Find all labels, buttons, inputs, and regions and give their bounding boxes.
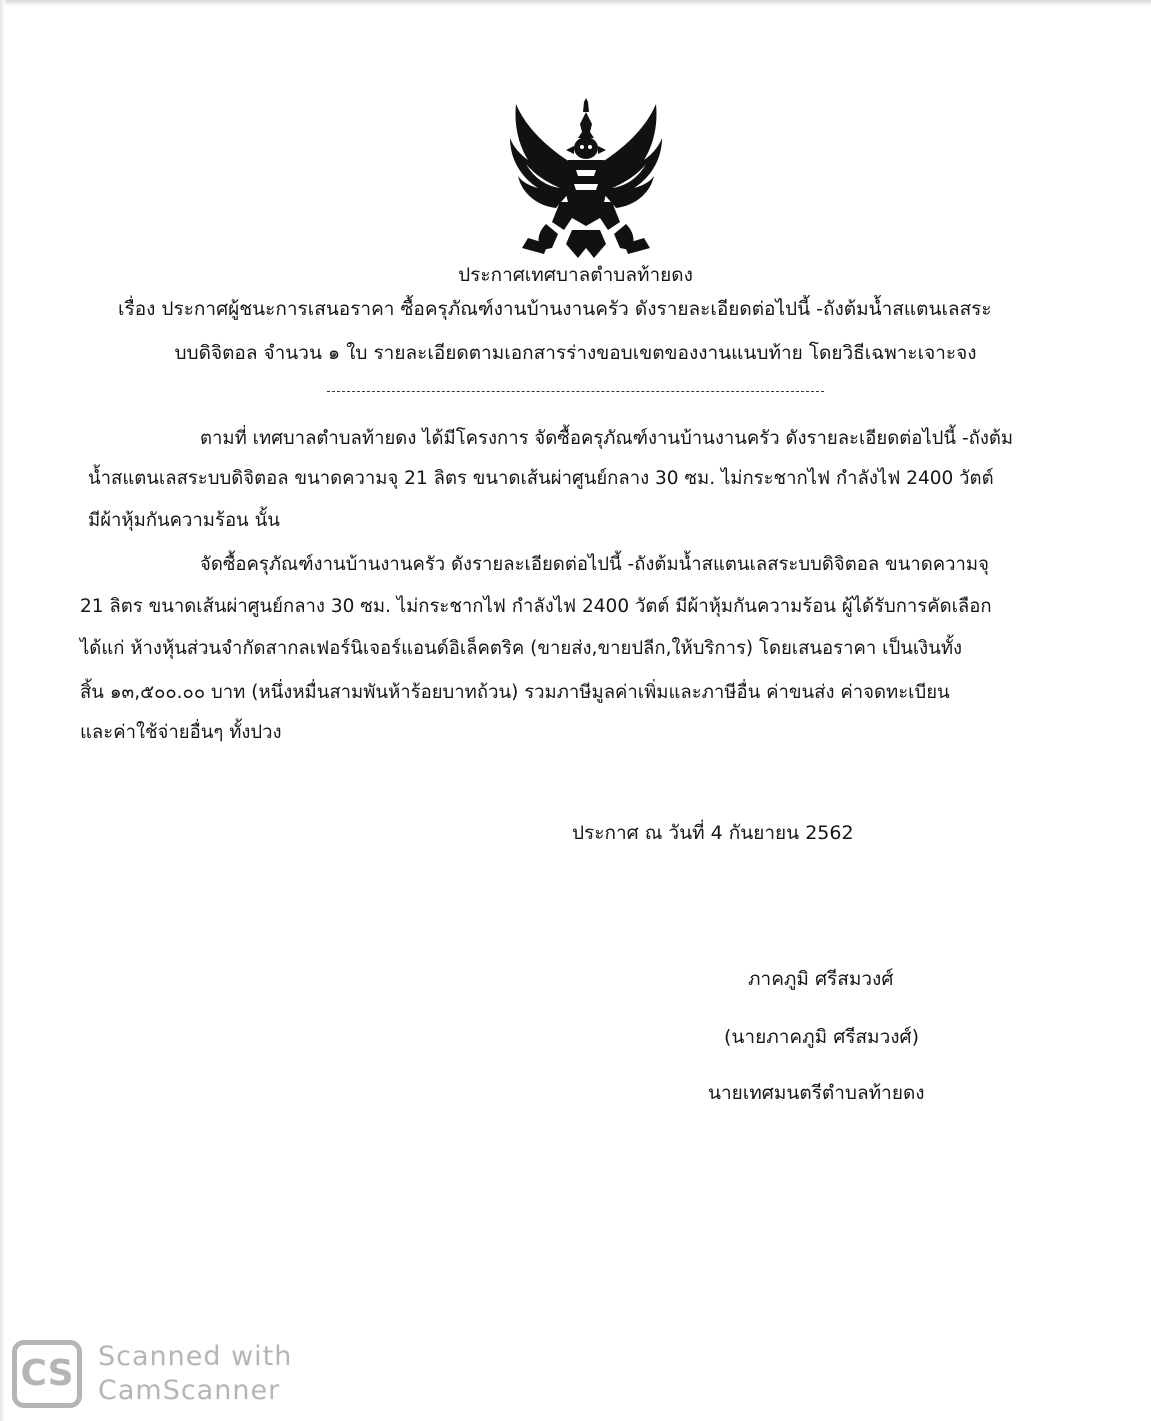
watermark-line-1: Scanned with <box>98 1341 293 1372</box>
signature-full-name: (นายภาคภูมิ ศรีสมวงศ์) <box>724 1026 920 1048</box>
scan-edge-left <box>0 0 5 1421</box>
paragraph2-line-4: สิ้น ๑๓,๕๐๐.๐๐ บาท (หนึ่งหมื่นสามพันห้าร้อยบาทถ้วน) รวมภาษีมูลค่าเพิ่มและภาษีอื่น ค่าขนส่ง ค่าจดทะเบียน <box>80 682 950 703</box>
announcement-title: ประกาศเทศบาลตำบลท้ายดง <box>458 264 693 286</box>
announcement-date: ประกาศ ณ วันที่ 4 กันยายน 2562 <box>572 822 854 844</box>
paragraph1-line-3: มีผ้าหุ้มกันความร้อน นั้น <box>88 510 280 531</box>
subject-line-1: เรื่อง ประกาศผู้ชนะการเสนอราคา ซื้อครุภัณฑ์งานบ้านงานครัว ดังรายละเอียดต่อไปนี้ -ถังต้มน้ำสแตนเลสระ <box>118 298 992 320</box>
garuda-emblem-icon <box>508 98 664 260</box>
signature-position: นายเทศมนตรีตำบลท้ายดง <box>708 1082 925 1104</box>
paragraph2-line-5: และค่าใช้จ่ายอื่นๆ ทั้งปวง <box>80 722 282 743</box>
scan-edge-top <box>0 0 1151 6</box>
separator-line <box>327 391 824 392</box>
paragraph2-line-1: จัดซื้อครุภัณฑ์งานบ้านงานครัว ดังรายละเอียดต่อไปนี้ -ถังต้มน้ำสแตนเลสระบบดิจิตอล ขนาดความจุ <box>200 554 989 575</box>
paragraph2-line-3: ได้แก่ ห้างหุ้นส่วนจำกัดสากลเฟอร์นิเจอร์แอนด์อิเล็คตริค (ขายส่ง,ขายปลีก,ให้บริการ) โดยเสนอราคา เป็นเงินทั้ง <box>80 638 963 659</box>
camscanner-logo-icon: CS <box>12 1340 82 1408</box>
signature-name: ภาคภูมิ ศรีสมวงศ์ <box>748 968 894 990</box>
camscanner-watermark <box>12 1340 312 1412</box>
paragraph1-line-1: ตามที่ เทศบาลตำบลท้ายดง ได้มีโครงการ จัดซื้อครุภัณฑ์งานบ้านงานครัว ดังรายละเอียดต่อไปนี้ -ถังต้ม <box>200 428 1014 449</box>
paragraph2-line-2: 21 ลิตร ขนาดเส้นผ่าศูนย์กลาง 30 ซม. ไม่กระชากไฟ กำลังไฟ 2400 วัตต์ มีผ้าหุ้มกันความร้อน ผู้ได้รับการคัดเลือก <box>80 596 992 617</box>
subject-line-2: บบดิจิตอล จำนวน ๑ ใบ รายละเอียดตามเอกสารร่างขอบเขตของงานแนบท้าย โดยวิธีเฉพาะเจาะจง <box>174 342 977 364</box>
paragraph1-line-2: น้ำสแตนเลสระบบดิจิตอล ขนาดความจุ 21 ลิตร ขนาดเส้นผ่าศูนย์กลาง 30 ซม. ไม่กระชากไฟ กำลังไฟ 2400 วัตต์ <box>88 468 994 489</box>
watermark-line-2: CamScanner <box>98 1375 281 1406</box>
